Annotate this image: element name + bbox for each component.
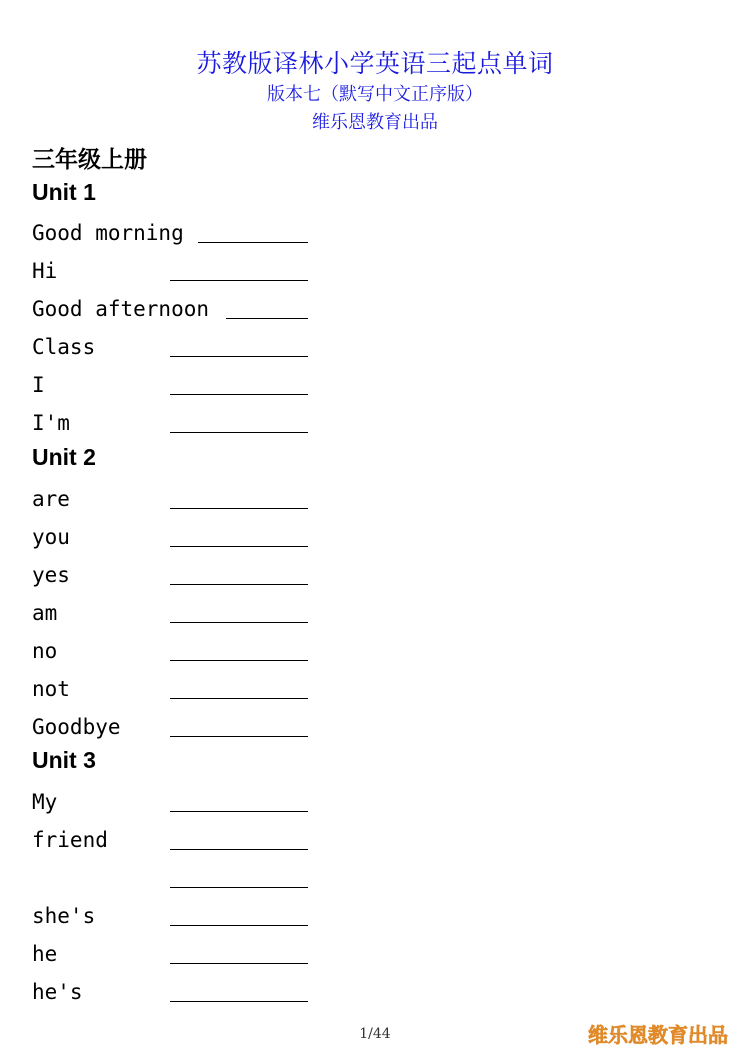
word-text: you bbox=[32, 525, 70, 549]
word-text: are bbox=[32, 487, 70, 511]
unit-heading: Unit 3 bbox=[32, 747, 96, 773]
word-text: My bbox=[32, 790, 58, 814]
word-row bbox=[32, 405, 332, 435]
answer-blank bbox=[226, 318, 308, 319]
answer-blank bbox=[170, 356, 308, 357]
word-text: I bbox=[32, 373, 45, 397]
word-row bbox=[32, 671, 332, 701]
word-row bbox=[32, 557, 332, 587]
word-row bbox=[32, 215, 332, 245]
word-row bbox=[32, 291, 332, 321]
answer-blank bbox=[170, 1001, 308, 1002]
word-text: no bbox=[32, 639, 58, 663]
word-text: not bbox=[32, 677, 70, 701]
answer-blank bbox=[198, 242, 308, 243]
word-row bbox=[32, 974, 332, 1004]
word-row bbox=[32, 519, 332, 549]
answer-blank bbox=[170, 925, 308, 926]
unit-heading: Unit 1 bbox=[32, 179, 96, 205]
word-row bbox=[32, 329, 332, 359]
word-text: am bbox=[32, 601, 58, 625]
grade-heading: 三年级上册 bbox=[32, 147, 147, 173]
answer-blank bbox=[170, 736, 308, 737]
word-text: he bbox=[32, 942, 58, 966]
unit-heading: Unit 2 bbox=[32, 444, 96, 470]
answer-blank bbox=[170, 660, 308, 661]
word-text: Goodbye bbox=[32, 715, 121, 739]
word-row bbox=[32, 822, 332, 852]
answer-blank bbox=[170, 508, 308, 509]
answer-blank bbox=[170, 584, 308, 585]
answer-blank bbox=[170, 622, 308, 623]
word-row bbox=[32, 595, 332, 625]
word-row bbox=[32, 709, 332, 739]
word-row bbox=[32, 898, 332, 928]
watermark-logo: 维乐恩教育出品 bbox=[588, 1023, 728, 1047]
document-subtitle: 版本七（默写中文正序版） bbox=[267, 84, 483, 105]
word-row bbox=[32, 860, 332, 890]
word-row bbox=[32, 367, 332, 397]
word-text: yes bbox=[32, 563, 70, 587]
word-text: she's bbox=[32, 904, 96, 928]
word-row bbox=[32, 936, 332, 966]
answer-blank bbox=[170, 546, 308, 547]
word-row bbox=[32, 253, 332, 283]
word-text: Good afternoon bbox=[32, 297, 210, 321]
answer-blank bbox=[170, 280, 308, 281]
word-row bbox=[32, 633, 332, 663]
page-number: 1/44 bbox=[359, 1026, 391, 1042]
word-text: friend bbox=[32, 828, 108, 852]
answer-blank bbox=[170, 698, 308, 699]
word-text: Class bbox=[32, 335, 96, 359]
word-text: I'm bbox=[32, 411, 70, 435]
answer-blank bbox=[170, 811, 308, 812]
answer-blank bbox=[170, 849, 308, 850]
word-text: he's bbox=[32, 980, 83, 1004]
document-publisher: 维乐恩教育出品 bbox=[312, 112, 438, 133]
word-text: Good morning bbox=[32, 221, 184, 245]
word-text: Hi bbox=[32, 259, 58, 283]
document-title: 苏教版译林小学英语三起点单词 bbox=[196, 49, 554, 78]
answer-blank bbox=[170, 963, 308, 964]
answer-blank bbox=[170, 887, 308, 888]
answer-blank bbox=[170, 432, 308, 433]
word-row bbox=[32, 784, 332, 814]
word-row bbox=[32, 481, 332, 511]
answer-blank bbox=[170, 394, 308, 395]
